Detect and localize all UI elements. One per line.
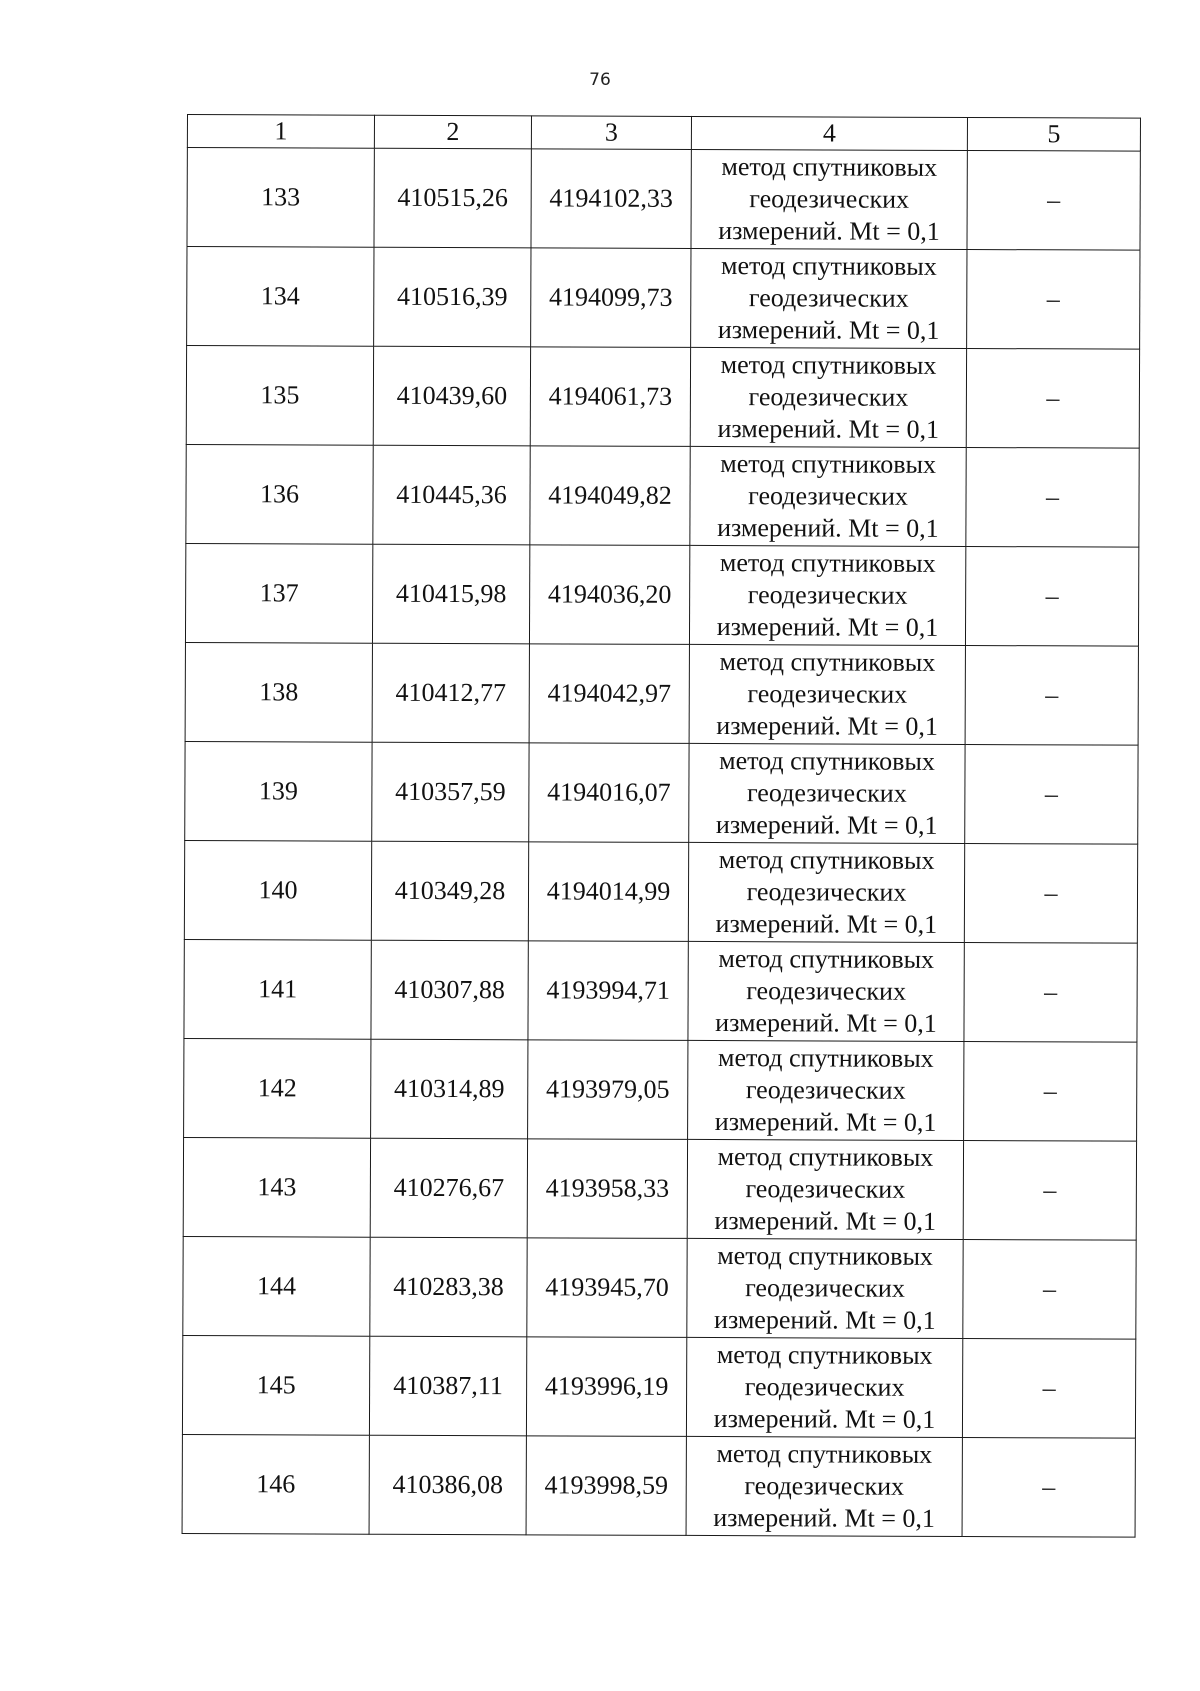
method-line: метод спутниковых bbox=[720, 449, 937, 479]
table-row bbox=[183, 1236, 1136, 1339]
point-number-cell: 133 bbox=[187, 148, 374, 248]
method-line: метод спутниковых bbox=[720, 350, 937, 380]
method-line: метод спутниковых bbox=[719, 746, 935, 776]
point-number-cell: 141 bbox=[184, 939, 371, 1039]
table-row bbox=[185, 642, 1138, 745]
method-line: геодезических bbox=[744, 1471, 905, 1501]
method-line: метод спутниковых bbox=[717, 1241, 934, 1271]
note-cell: – bbox=[963, 1140, 1136, 1240]
x-coordinate-cell: 410445,36 bbox=[373, 445, 530, 545]
method-line: измерений. Mt = 0,1 bbox=[716, 711, 939, 741]
method-line: геодезических bbox=[747, 679, 908, 709]
table-row bbox=[183, 1137, 1136, 1240]
point-number-cell: 137 bbox=[185, 543, 372, 643]
x-coordinate-cell: 410515,26 bbox=[374, 148, 531, 248]
header-cell-col-5: 5 bbox=[967, 117, 1140, 151]
point-number-cell: 145 bbox=[182, 1335, 369, 1435]
method-line: метод спутниковых bbox=[718, 944, 935, 974]
method-line: геодезических bbox=[746, 976, 907, 1006]
method-cell bbox=[688, 1040, 964, 1140]
x-coordinate-cell: 410283,38 bbox=[370, 1237, 527, 1337]
x-coordinate-cell: 410439,60 bbox=[373, 346, 530, 446]
point-number-cell: 134 bbox=[187, 247, 374, 347]
y-coordinate-cell: 4193994,71 bbox=[528, 941, 688, 1041]
point-number-cell: 142 bbox=[184, 1038, 371, 1138]
note-cell: – bbox=[964, 942, 1137, 1042]
method-line: метод спутниковых bbox=[719, 548, 936, 578]
method-cell bbox=[686, 1337, 962, 1437]
table-row bbox=[186, 346, 1139, 449]
method-cell bbox=[690, 347, 966, 447]
method-line: метод спутниковых bbox=[716, 1439, 933, 1469]
method-line: геодезических bbox=[748, 382, 909, 412]
method-cell bbox=[688, 842, 964, 942]
method-line: метод спутниковых bbox=[718, 845, 935, 875]
page-number: 76 bbox=[589, 70, 611, 90]
note-cell: – bbox=[964, 843, 1137, 943]
table-row bbox=[182, 1434, 1135, 1537]
method-line: метод спутниковых bbox=[717, 1043, 934, 1073]
header-cell-col-2: 2 bbox=[374, 115, 531, 149]
method-line: геодезических bbox=[746, 877, 907, 907]
x-coordinate-cell: 410357,59 bbox=[372, 742, 529, 842]
header-cell-col-3: 3 bbox=[531, 116, 691, 150]
method-cell bbox=[689, 743, 965, 843]
method-line: геодезических bbox=[747, 580, 908, 610]
method-cell bbox=[688, 941, 964, 1041]
note-cell: – bbox=[967, 150, 1140, 250]
x-coordinate-cell: 410349,28 bbox=[371, 841, 528, 941]
table-row bbox=[187, 247, 1140, 350]
note-cell: – bbox=[962, 1338, 1135, 1438]
method-line: геодезических bbox=[749, 184, 910, 214]
method-line: метод спутниковых bbox=[721, 152, 938, 182]
y-coordinate-cell: 4194099,73 bbox=[531, 248, 691, 348]
table-row bbox=[182, 1335, 1135, 1438]
point-number-cell: 135 bbox=[186, 346, 373, 446]
method-line: измерений. Mt = 0,1 bbox=[713, 1503, 935, 1533]
coordinates-table bbox=[182, 114, 1141, 1538]
x-coordinate-cell: 410387,11 bbox=[369, 1336, 526, 1436]
method-line: измерений. Mt = 0,1 bbox=[714, 1206, 937, 1236]
method-cell bbox=[689, 545, 965, 645]
y-coordinate-cell: 4193979,05 bbox=[528, 1040, 688, 1140]
note-cell: – bbox=[963, 1239, 1136, 1339]
method-line: измерений. Mt = 0,1 bbox=[717, 414, 940, 444]
y-coordinate-cell: 4193958,33 bbox=[527, 1139, 687, 1239]
y-coordinate-cell: 4193996,19 bbox=[526, 1337, 686, 1437]
note-cell: – bbox=[964, 1041, 1137, 1141]
method-line: измерений. Mt = 0,1 bbox=[717, 513, 939, 543]
method-line: геодезических bbox=[748, 481, 908, 511]
point-number-cell: 136 bbox=[186, 444, 373, 544]
y-coordinate-cell: 4193945,70 bbox=[527, 1238, 687, 1338]
method-line: измерений. Mt = 0,1 bbox=[714, 1305, 936, 1335]
table-row bbox=[186, 444, 1139, 547]
method-cell bbox=[689, 644, 965, 744]
table-row bbox=[184, 1038, 1137, 1141]
x-coordinate-cell: 410276,67 bbox=[370, 1138, 527, 1238]
point-number-cell: 140 bbox=[184, 840, 371, 940]
x-coordinate-cell: 410415,98 bbox=[372, 544, 529, 644]
method-line: измерений. Mt = 0,1 bbox=[713, 1404, 936, 1434]
table-row bbox=[184, 939, 1137, 1042]
y-coordinate-cell: 4194042,97 bbox=[529, 644, 689, 744]
method-line: метод спутниковых bbox=[717, 1142, 934, 1172]
x-coordinate-cell: 410386,08 bbox=[369, 1435, 526, 1535]
y-coordinate-cell: 4194014,99 bbox=[528, 842, 688, 942]
header-cell-col-4: 4 bbox=[691, 116, 967, 150]
method-cell bbox=[691, 149, 967, 249]
note-cell: – bbox=[965, 546, 1138, 646]
point-number-cell: 143 bbox=[183, 1137, 370, 1237]
table-row bbox=[187, 148, 1140, 251]
y-coordinate-cell: 4194016,07 bbox=[529, 743, 689, 843]
method-line: измерений. Mt = 0,1 bbox=[714, 1107, 937, 1137]
method-line: измерений. Mt = 0,1 bbox=[715, 909, 938, 939]
point-number-cell: 139 bbox=[185, 741, 372, 841]
method-line: измерений. Mt = 0,1 bbox=[718, 216, 940, 246]
note-cell: – bbox=[967, 249, 1140, 349]
method-line: метод спутниковых bbox=[716, 1340, 933, 1370]
y-coordinate-cell: 4194061,73 bbox=[530, 347, 690, 447]
method-cell bbox=[687, 1139, 963, 1239]
method-line: геодезических bbox=[748, 283, 909, 313]
table-row bbox=[185, 543, 1138, 646]
method-line: геодезических bbox=[744, 1372, 905, 1402]
method-line: метод спутниковых bbox=[721, 251, 937, 281]
note-cell: – bbox=[965, 744, 1138, 844]
y-coordinate-cell: 4193998,59 bbox=[526, 1436, 686, 1536]
method-line: геодезических bbox=[745, 1075, 906, 1105]
note-cell: – bbox=[965, 645, 1138, 745]
header-cell-col-1: 1 bbox=[187, 115, 374, 149]
x-coordinate-cell: 410516,39 bbox=[374, 247, 531, 347]
point-number-cell: 144 bbox=[183, 1236, 370, 1336]
method-cell bbox=[691, 248, 967, 348]
method-line: измерений. Mt = 0,1 bbox=[717, 315, 940, 345]
table-row bbox=[184, 840, 1137, 943]
x-coordinate-cell: 410314,89 bbox=[371, 1039, 528, 1139]
table-body bbox=[182, 148, 1140, 1538]
method-line: измерений. Mt = 0,1 bbox=[715, 810, 938, 840]
method-line: геодезических bbox=[745, 1174, 906, 1204]
point-number-cell: 146 bbox=[182, 1434, 369, 1534]
y-coordinate-cell: 4194036,20 bbox=[529, 545, 689, 645]
table-header bbox=[187, 115, 1140, 152]
point-number-cell: 138 bbox=[185, 642, 372, 742]
note-cell: – bbox=[962, 1437, 1135, 1537]
note-cell: – bbox=[966, 348, 1139, 448]
y-coordinate-cell: 4194102,33 bbox=[531, 149, 691, 249]
method-line: геодезических bbox=[745, 1273, 905, 1303]
table-row bbox=[185, 741, 1138, 844]
method-cell bbox=[687, 1238, 963, 1338]
x-coordinate-cell: 410307,88 bbox=[371, 940, 528, 1040]
method-line: измерений. Mt = 0,1 bbox=[716, 612, 939, 642]
method-line: измерений. Mt = 0,1 bbox=[715, 1008, 937, 1038]
method-cell bbox=[690, 446, 966, 546]
method-cell bbox=[686, 1436, 962, 1536]
method-line: геодезических bbox=[746, 778, 907, 808]
method-line: метод спутниковых bbox=[719, 647, 936, 677]
y-coordinate-cell: 4194049,82 bbox=[530, 446, 690, 546]
x-coordinate-cell: 410412,77 bbox=[372, 643, 529, 743]
note-cell: – bbox=[966, 447, 1139, 547]
header-row bbox=[187, 115, 1140, 152]
